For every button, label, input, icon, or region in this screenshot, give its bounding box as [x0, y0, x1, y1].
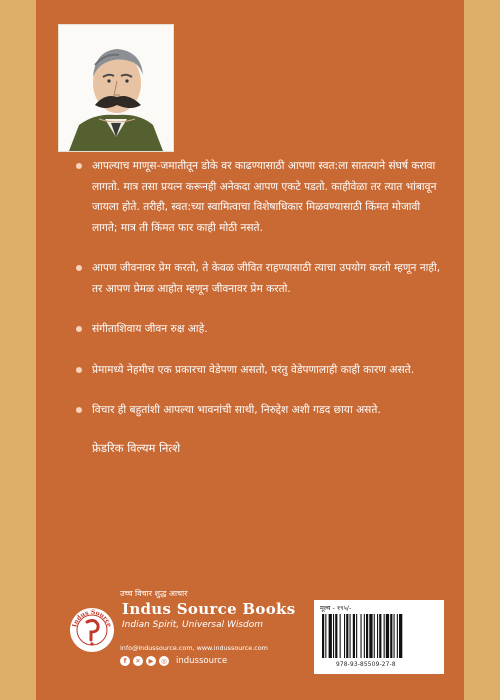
left-border-strip [0, 0, 36, 700]
quote-item [72, 319, 442, 340]
quote-text: प्रेमामध्ये नेहमीच एक प्रकारचा वेडेपणा असतो, परंतु वेडेपणालाही काही कारण असते. [92, 363, 415, 376]
quote-text: विचार ही बहुतांशी आपल्या भावनांची साथी, निरुद्देश अशी गडद छाया असते. [92, 404, 381, 416]
price-label: मूल्य - १९५/- [320, 604, 352, 612]
barcode-bar [377, 614, 378, 658]
social-links [120, 656, 227, 666]
barcode-bar [335, 614, 337, 658]
quote-item [72, 400, 442, 421]
barcode-bar [386, 614, 389, 658]
barcode-bar [350, 614, 351, 658]
barcode-bar [364, 614, 365, 658]
bullet-icon [76, 407, 82, 413]
publisher-block [68, 588, 298, 688]
barcode-bar [369, 614, 372, 658]
bullet-icon [76, 163, 82, 169]
x-icon[interactable]: ✕ [133, 656, 143, 666]
barcode-bar [397, 614, 398, 658]
quote-text: आपल्याच माणूस-जमातीतून डोके वर काढण्यासाठी आपणा स्वत:ला सातत्याने संघर्ष करावा लागतो. मात्र तसा प्रयत्न करूनही अनेकदा आपण एकटे पडतो. काहीवेळा तर त्यात भांबावून जायला होते. तरीही, स्वत:च्या स्वामित्वाचा विशेषाधिकार मिळवण्यासाठी किंमत मोजावी लागते; मात्र ती किंमत फार काही मोठी नसते. [92, 160, 437, 234]
author-portrait [58, 24, 174, 152]
publisher-logo-icon [68, 606, 116, 654]
bullet-icon [76, 265, 82, 271]
author-name: फ्रेडरिक विल्यम नित्शे [92, 440, 181, 455]
barcode-bar [399, 614, 402, 658]
publisher-name: Indus Source Books [122, 600, 296, 618]
barcode-bar [366, 614, 368, 658]
barcode-bar [394, 614, 395, 658]
youtube-icon[interactable]: ▶ [146, 656, 156, 666]
barcode-bar [384, 614, 385, 658]
quote-text: संगीताशिवाय जीवन रुक्ष आहे. [92, 323, 208, 335]
barcode-icon [320, 614, 438, 660]
quote-item [72, 360, 442, 381]
publisher-motto: उच्च विचार शुद्ध आचार [120, 589, 188, 598]
publisher-logo-text: Indus Source [71, 608, 113, 628]
quote-text: आपण जीवनावर प्रेम करतो, ते केवळ जीवित राहण्यासाठी त्याचा उपयोग करतो म्हणून नाही, तर आपण प्रेमळ आहोत म्हणून जीवनावर प्रेम करतो. [92, 262, 441, 295]
barcode-bar [325, 614, 326, 658]
barcode-panel [314, 600, 444, 674]
barcode-bar [379, 614, 381, 658]
barcode-bar [353, 614, 355, 658]
isbn-number: 978-93-85509-27-8 [336, 662, 396, 668]
facebook-icon[interactable]: f [120, 656, 130, 666]
social-handle: indussource [176, 656, 228, 666]
barcode-bar [390, 614, 392, 658]
barcode-bar [322, 614, 324, 658]
publisher-contact: info@indussource.com, www.indussource.com [120, 644, 268, 652]
barcode-bar [356, 614, 357, 658]
barcode-bar [374, 614, 375, 658]
barcode-bar [329, 614, 332, 658]
quotes-list [72, 156, 442, 456]
instagram-icon[interactable]: ◎ [159, 656, 169, 666]
barcode-bar [361, 614, 362, 658]
quote-item [72, 258, 442, 299]
barcode-bar [344, 614, 345, 658]
publisher-tagline: Indian Spirit, Universal Wisdom [122, 620, 264, 630]
barcode-bar [333, 614, 334, 658]
right-border-strip [464, 0, 500, 700]
portrait-illustration [59, 25, 173, 151]
bullet-icon [76, 326, 82, 332]
barcode-bar [340, 614, 341, 658]
bullet-icon [76, 367, 82, 373]
barcode-bar [346, 614, 348, 658]
quote-item [72, 156, 442, 238]
